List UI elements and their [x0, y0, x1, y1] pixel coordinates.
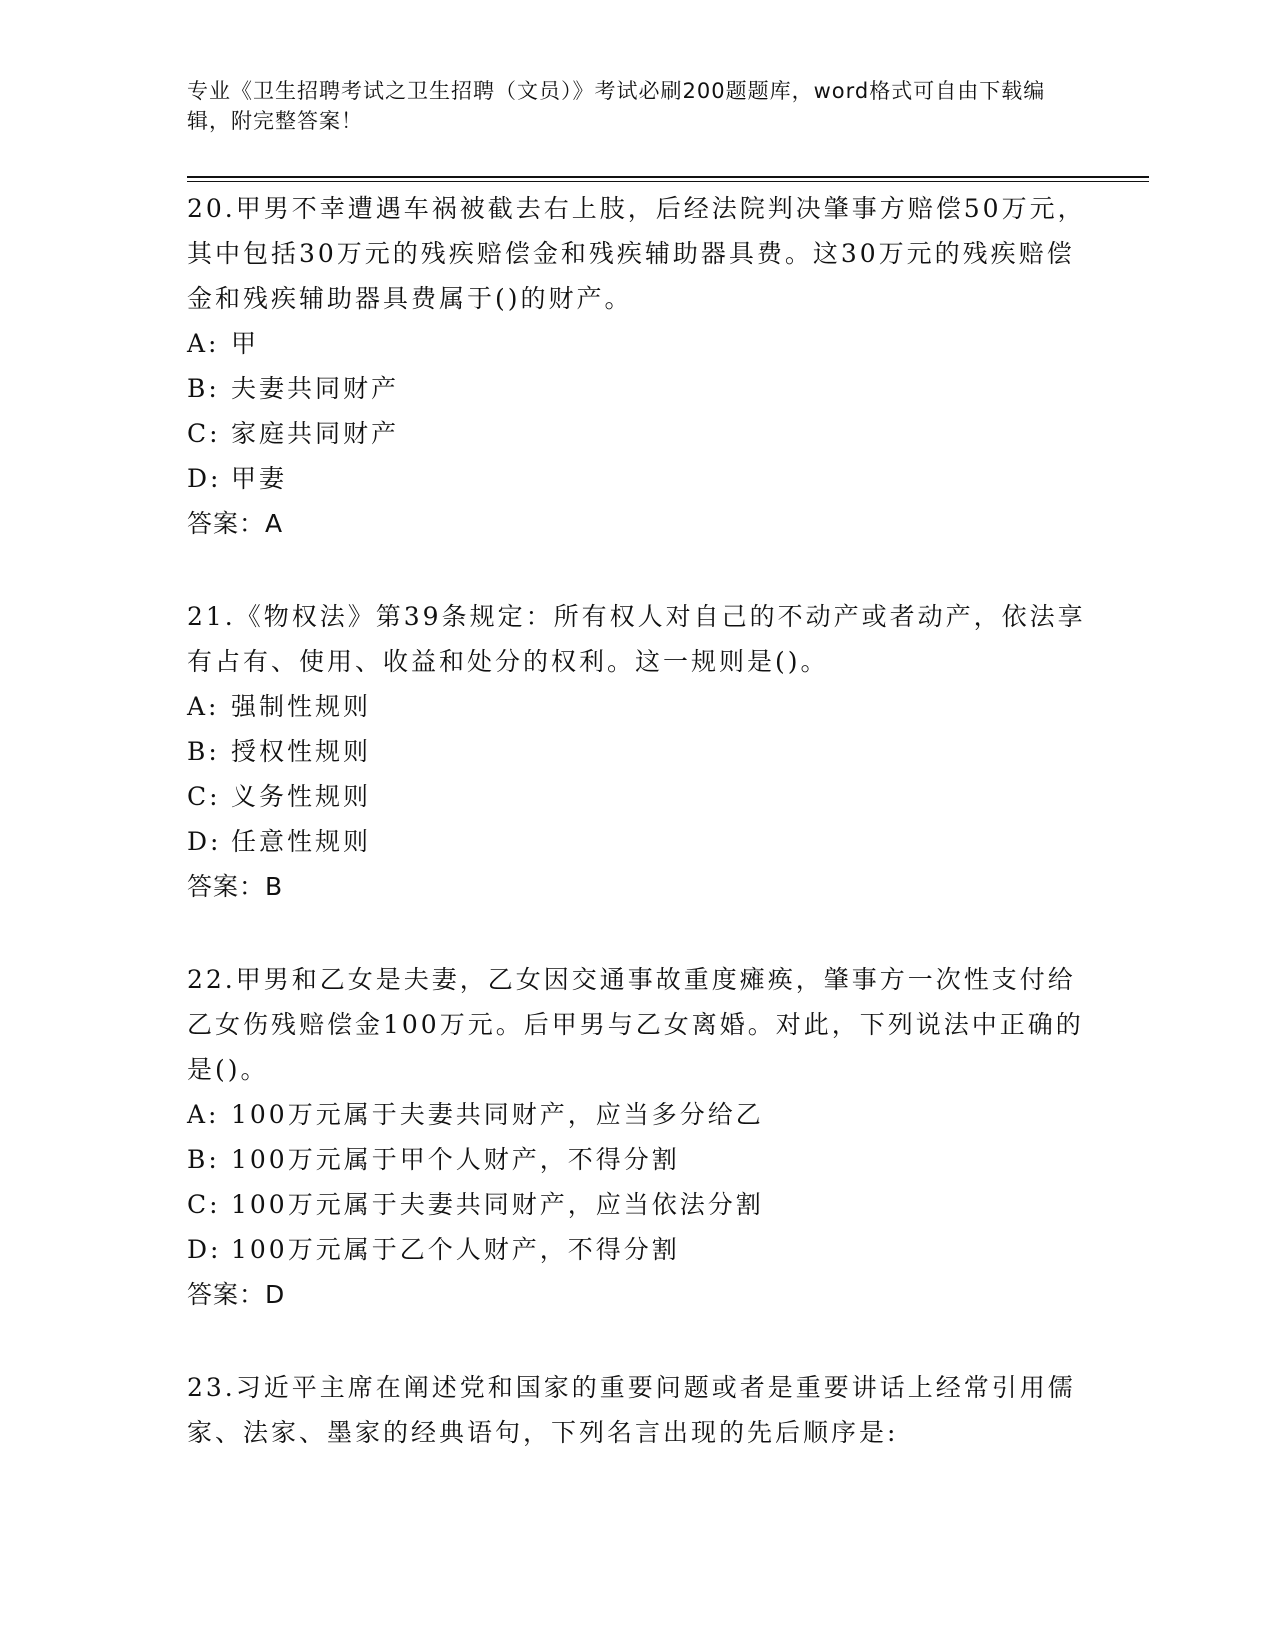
header-divider-thick [187, 176, 1149, 178]
option-b [187, 729, 1087, 774]
question-21 [187, 594, 1087, 909]
option-d [187, 456, 1087, 501]
question-22 [187, 957, 1087, 1317]
option-text: 100万元属于甲个人财产，不得分割 [231, 1145, 680, 1174]
option-c [187, 774, 1087, 819]
option-key: A: [187, 692, 220, 721]
option-b [187, 366, 1087, 411]
question-20 [187, 186, 1087, 546]
option-text: 家庭共同财产 [231, 419, 400, 448]
document-header: 专业《卫生招聘考试之卫生招聘（文员）》考试必刷200题题库，word格式可自由下载编辑，附完整答案！ [187, 79, 1046, 133]
answer-line: 答案：D [187, 1280, 286, 1309]
option-key: A: [187, 329, 220, 358]
option-key: D: [187, 827, 222, 856]
header-divider-thin [187, 181, 1149, 182]
option-key: B: [187, 1145, 220, 1174]
option-key: B: [187, 374, 220, 403]
question-stem: 22.甲男和乙女是夫妻，乙女因交通事故重度瘫痪，肇事方一次性支付给乙女伤残赔偿金100万元。后甲男与乙女离婚。对此，下列说法中正确的是()。 [187, 965, 1084, 1084]
option-c [187, 1182, 1087, 1227]
question-stem: 20.甲男不幸遭遇车祸被截去右上肢，后经法院判决肇事方赔偿50万元，其中包括30万元的残疾赔偿金和残疾辅助器具费。这30万元的残疾赔偿金和残疾辅助器具费属于()的财产。 [187, 194, 1086, 313]
answer-line: 答案：B [187, 872, 284, 901]
option-key: C: [187, 419, 221, 448]
answer-line: 答案：A [187, 509, 284, 538]
option-d [187, 819, 1087, 864]
option-text: 100万元属于夫妻共同财产，应当多分给乙 [231, 1100, 764, 1129]
option-text: 夫妻共同财产 [231, 374, 400, 403]
option-key: B: [187, 737, 220, 766]
question-stem: 23.习近平主席在阐述党和国家的重要问题或者是重要讲话上经常引用儒家、法家、墨家的经典语句，下列名言出现的先后顺序是: [187, 1373, 1076, 1447]
option-text: 强制性规则 [231, 692, 372, 721]
option-key: D: [187, 464, 222, 493]
option-a [187, 684, 1087, 729]
option-b [187, 1137, 1087, 1182]
option-text: 任意性规则 [231, 827, 372, 856]
option-key: C: [187, 782, 221, 811]
option-c [187, 411, 1087, 456]
option-a [187, 1092, 1087, 1137]
option-key: C: [187, 1190, 221, 1219]
option-text: 100万元属于乙个人财产，不得分割 [231, 1235, 680, 1264]
option-a [187, 321, 1087, 366]
option-key: A: [187, 1100, 220, 1129]
question-23 [187, 1365, 1087, 1455]
option-text: 100万元属于夫妻共同财产，应当依法分割 [231, 1190, 764, 1219]
option-text: 甲妻 [231, 464, 288, 493]
option-d [187, 1227, 1087, 1272]
option-text: 授权性规则 [231, 737, 372, 766]
question-stem: 21.《物权法》第39条规定：所有权人对自己的不动产或者动产，依法享有占有、使用、收益和处分的权利。这一规则是()。 [187, 602, 1086, 676]
option-text: 甲 [231, 329, 260, 358]
option-text: 义务性规则 [231, 782, 372, 811]
option-key: D: [187, 1235, 222, 1264]
